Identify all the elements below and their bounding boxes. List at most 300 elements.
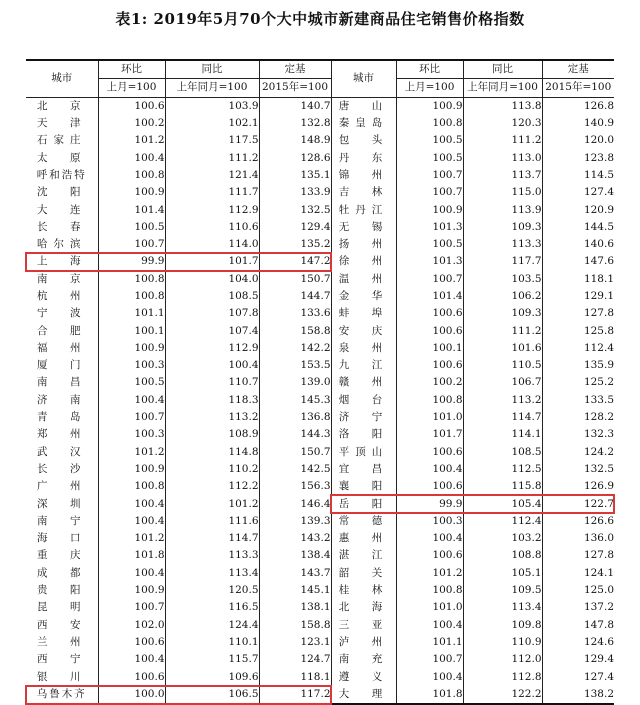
mom-index: 100.8 (396, 392, 463, 409)
yoy-index: 106.5 (165, 686, 259, 704)
city-name: 泉 州 (331, 340, 396, 357)
fixed-index: 143.7 (259, 565, 331, 582)
mom-index: 101.1 (396, 634, 463, 651)
yoy-index: 110.5 (463, 357, 542, 374)
table-row (26, 184, 614, 201)
city-name: 襄 阳 (331, 478, 396, 495)
fixed-index: 125.8 (542, 322, 614, 339)
city-name: 大 连 (37, 203, 87, 216)
table-row (26, 392, 614, 409)
yoy-index: 115.8 (463, 478, 542, 495)
mom-index: 99.9 (396, 495, 463, 512)
header-fixed-right: 定基 (542, 60, 614, 79)
mom-index: 100.1 (98, 322, 165, 339)
city-name: 平顶山 (331, 444, 396, 461)
city-name: 南 充 (331, 651, 396, 668)
table-row (26, 582, 614, 599)
fixed-index: 145.1 (259, 582, 331, 599)
city-name: 丹 东 (331, 149, 396, 166)
fixed-index: 126.8 (542, 97, 614, 115)
city-name: 哈尔滨 (37, 238, 87, 251)
table-row (26, 530, 614, 547)
city-name: 青 岛 (37, 411, 87, 424)
fixed-index: 129.1 (542, 288, 614, 305)
yoy-index: 113.4 (165, 565, 259, 582)
city-name: 宁 波 (37, 307, 87, 320)
mom-index: 101.0 (396, 409, 463, 426)
city-name: 厦 门 (37, 359, 87, 372)
table-row (26, 409, 614, 426)
fixed-index: 125.0 (542, 582, 614, 599)
city-name: 常 德 (331, 513, 396, 530)
city-name: 广 州 (37, 480, 87, 493)
city-name: 唐 山 (331, 97, 396, 115)
city-name: 包 头 (331, 132, 396, 149)
yoy-index: 109.8 (463, 617, 542, 634)
city-name: 洛 阳 (331, 426, 396, 443)
fixed-index: 112.4 (542, 340, 614, 357)
city-name: 赣 州 (331, 374, 396, 391)
mom-index: 100.6 (98, 97, 165, 115)
table-row (26, 271, 614, 288)
yoy-index: 112.4 (463, 513, 542, 530)
table-row (26, 149, 614, 166)
yoy-index: 111.2 (165, 149, 259, 166)
city-name: 深 圳 (37, 497, 87, 510)
city-name: 锦 州 (331, 167, 396, 184)
city-name: 乌鲁木齐 (26, 686, 98, 704)
mom-index: 101.7 (396, 426, 463, 443)
yoy-index: 112.9 (165, 340, 259, 357)
fixed-index: 140.6 (542, 236, 614, 253)
mom-index: 102.0 (98, 617, 165, 634)
fixed-index: 139.0 (259, 374, 331, 391)
fixed-index: 148.9 (259, 132, 331, 149)
fixed-index: 140.9 (542, 115, 614, 132)
fixed-index: 120.9 (542, 201, 614, 218)
fixed-index: 147.6 (542, 253, 614, 270)
mom-index: 99.9 (98, 253, 165, 270)
table-row (26, 495, 614, 512)
mom-index: 100.8 (98, 271, 165, 288)
header-yoy-base: 上年同月=100 (165, 79, 259, 97)
fixed-index: 125.2 (542, 374, 614, 391)
mom-index: 100.2 (396, 374, 463, 391)
yoy-index: 105.1 (463, 565, 542, 582)
city-name: 安 庆 (331, 322, 396, 339)
table-row (26, 374, 614, 391)
fixed-index: 150.7 (259, 271, 331, 288)
table-row (26, 599, 614, 616)
table-row (26, 288, 614, 305)
yoy-index: 101.2 (165, 495, 259, 512)
city-name: 海 口 (37, 532, 87, 545)
fixed-index: 153.5 (259, 357, 331, 374)
yoy-index: 109.6 (165, 668, 259, 685)
table-row (26, 167, 614, 184)
fixed-index: 126.6 (542, 513, 614, 530)
city-name: 徐 州 (331, 253, 396, 270)
yoy-index: 112.5 (463, 461, 542, 478)
yoy-index: 113.9 (463, 201, 542, 218)
mom-index: 100.3 (396, 513, 463, 530)
city-name: 昆 明 (37, 601, 87, 614)
header-fixed: 定基 (259, 60, 331, 79)
mom-index: 100.8 (98, 167, 165, 184)
mom-index: 100.9 (396, 97, 463, 115)
mom-index: 100.7 (396, 271, 463, 288)
fixed-index: 118.1 (259, 668, 331, 685)
yoy-index: 104.0 (165, 271, 259, 288)
mom-index: 101.4 (98, 201, 165, 218)
yoy-index: 113.2 (165, 409, 259, 426)
city-name: 西 宁 (37, 653, 87, 666)
city-name: 银 川 (37, 670, 87, 683)
yoy-index: 110.6 (165, 219, 259, 236)
fixed-index: 137.2 (542, 599, 614, 616)
table-row (26, 478, 614, 495)
mom-index: 100.3 (98, 426, 165, 443)
header-yoy-right: 同比 (463, 60, 542, 79)
fixed-index: 124.2 (542, 444, 614, 461)
mom-index: 100.6 (396, 478, 463, 495)
yoy-index: 111.6 (165, 513, 259, 530)
city-name: 西 安 (37, 618, 87, 631)
yoy-index: 117.7 (463, 253, 542, 270)
yoy-index: 113.2 (463, 392, 542, 409)
city-name: 济 宁 (331, 409, 396, 426)
mom-index: 100.0 (98, 686, 165, 704)
city-name: 牡丹江 (331, 201, 396, 218)
mom-index: 100.4 (396, 530, 463, 547)
yoy-index: 110.2 (165, 461, 259, 478)
city-name: 合 肥 (37, 324, 87, 337)
city-name: 南 宁 (37, 514, 87, 527)
mom-index: 100.4 (396, 668, 463, 685)
mom-index: 101.2 (98, 132, 165, 149)
yoy-index: 122.2 (463, 686, 542, 704)
city-name: 大 理 (331, 686, 396, 704)
yoy-index: 107.8 (165, 305, 259, 322)
fixed-index: 123.8 (542, 149, 614, 166)
city-name: 北 京 (37, 99, 87, 112)
city-name: 长 沙 (37, 462, 87, 475)
mom-index: 101.0 (396, 599, 463, 616)
mom-index: 100.9 (98, 184, 165, 201)
fixed-index: 124.1 (542, 565, 614, 582)
fixed-index: 147.8 (542, 617, 614, 634)
yoy-index: 113.3 (463, 236, 542, 253)
yoy-index: 106.2 (463, 288, 542, 305)
yoy-index: 113.3 (165, 547, 259, 564)
yoy-index: 113.7 (463, 167, 542, 184)
mom-index: 100.7 (396, 167, 463, 184)
fixed-index: 133.9 (259, 184, 331, 201)
city-name: 呼和浩特 (36, 168, 87, 181)
table-row (26, 617, 614, 634)
mom-index: 100.2 (98, 115, 165, 132)
mom-index: 100.4 (98, 392, 165, 409)
city-name: 重 庆 (37, 549, 87, 562)
fixed-index: 135.2 (259, 236, 331, 253)
table-row (26, 565, 614, 582)
table-row (26, 651, 614, 668)
mom-index: 100.6 (396, 444, 463, 461)
table-row (26, 547, 614, 564)
fixed-index: 117.2 (259, 686, 331, 704)
city-name: 郑 州 (37, 428, 87, 441)
table-row (26, 236, 614, 253)
fixed-index: 146.4 (259, 495, 331, 512)
fixed-index: 142.2 (259, 340, 331, 357)
fixed-index: 128.2 (542, 409, 614, 426)
city-name: 泸 州 (331, 634, 396, 651)
city-name: 成 都 (37, 566, 87, 579)
yoy-index: 111.2 (463, 322, 542, 339)
table-row (26, 201, 614, 218)
table-row (26, 219, 614, 236)
mom-index: 100.4 (396, 617, 463, 634)
yoy-index: 110.9 (463, 634, 542, 651)
header-city-right: 城市 (331, 60, 396, 97)
fixed-index: 120.0 (542, 132, 614, 149)
mom-index: 101.2 (98, 444, 165, 461)
mom-index: 100.9 (98, 582, 165, 599)
yoy-index: 101.7 (165, 253, 259, 270)
yoy-index: 105.4 (463, 495, 542, 512)
mom-index: 101.8 (98, 547, 165, 564)
fixed-index: 127.4 (542, 184, 614, 201)
city-name: 杭 州 (37, 290, 87, 302)
fixed-index: 145.3 (259, 392, 331, 409)
yoy-index: 120.3 (463, 115, 542, 132)
yoy-index: 101.6 (463, 340, 542, 357)
yoy-index: 103.5 (463, 271, 542, 288)
fixed-index: 129.4 (259, 219, 331, 236)
fixed-index: 139.3 (259, 513, 331, 530)
mom-index: 101.4 (396, 288, 463, 305)
city-name: 秦皇岛 (331, 115, 396, 132)
mom-index: 100.5 (98, 219, 165, 236)
header-fixed-base-right: 2015年=100 (542, 79, 614, 97)
yoy-index: 103.2 (463, 530, 542, 547)
mom-index: 100.5 (396, 236, 463, 253)
mom-index: 101.2 (98, 530, 165, 547)
table-row (26, 357, 614, 374)
mom-index: 101.2 (396, 565, 463, 582)
yoy-index: 118.3 (165, 392, 259, 409)
yoy-index: 109.3 (463, 219, 542, 236)
header-mom-base: 上月=100 (98, 79, 165, 97)
mom-index: 100.4 (396, 461, 463, 478)
table-row (26, 634, 614, 651)
city-name: 沈 阳 (37, 186, 87, 199)
city-name: 惠 州 (331, 530, 396, 547)
city-name: 南 京 (37, 272, 87, 285)
city-name: 天 津 (37, 117, 87, 130)
yoy-index: 112.9 (165, 201, 259, 218)
yoy-index: 108.5 (165, 288, 259, 305)
mom-index: 101.3 (396, 253, 463, 270)
fixed-index: 126.9 (542, 478, 614, 495)
mom-index: 100.9 (396, 201, 463, 218)
yoy-index: 114.8 (165, 444, 259, 461)
city-name: 太 原 (37, 151, 87, 164)
header-yoy: 同比 (165, 60, 259, 79)
yoy-index: 108.8 (463, 547, 542, 564)
fixed-index: 135.1 (259, 167, 331, 184)
yoy-index: 121.4 (165, 167, 259, 184)
yoy-index: 120.5 (165, 582, 259, 599)
fixed-index: 132.3 (542, 426, 614, 443)
yoy-index: 116.5 (165, 599, 259, 616)
yoy-index: 113.4 (463, 599, 542, 616)
mom-index: 100.8 (396, 115, 463, 132)
fixed-index: 132.5 (542, 461, 614, 478)
header-mom: 环比 (98, 60, 165, 79)
fixed-index: 114.5 (542, 167, 614, 184)
yoy-index: 114.0 (165, 236, 259, 253)
city-name: 吉 林 (331, 184, 396, 201)
yoy-index: 124.4 (165, 617, 259, 634)
fixed-index: 124.7 (259, 651, 331, 668)
yoy-index: 114.7 (463, 409, 542, 426)
mom-index: 100.4 (98, 565, 165, 582)
city-name: 长 春 (37, 220, 87, 233)
fixed-index: 118.1 (542, 271, 614, 288)
mom-index: 100.1 (396, 340, 463, 357)
mom-index: 100.8 (98, 478, 165, 495)
mom-index: 100.8 (396, 582, 463, 599)
mom-index: 100.5 (98, 374, 165, 391)
yoy-index: 108.9 (165, 426, 259, 443)
fixed-index: 132.8 (259, 115, 331, 132)
price-index-table (26, 59, 614, 705)
mom-index: 100.7 (98, 599, 165, 616)
yoy-index: 115.7 (165, 651, 259, 668)
yoy-index: 111.7 (165, 184, 259, 201)
city-name: 济 南 (37, 393, 87, 406)
city-name: 韶 关 (331, 565, 396, 582)
table-row (26, 340, 614, 357)
fixed-index: 144.3 (259, 426, 331, 443)
yoy-index: 114.7 (165, 530, 259, 547)
city-name: 石家庄 (37, 134, 87, 147)
fixed-index: 142.5 (259, 461, 331, 478)
header-yoy-base-right: 上年同月=100 (463, 79, 542, 97)
yoy-index: 108.5 (463, 444, 542, 461)
mom-index: 100.3 (98, 357, 165, 374)
mom-index: 100.8 (98, 288, 165, 305)
mom-index: 100.7 (396, 651, 463, 668)
mom-index: 100.6 (98, 668, 165, 685)
table-row (26, 322, 614, 339)
mom-index: 100.9 (98, 340, 165, 357)
table-row (26, 668, 614, 685)
yoy-index: 114.1 (463, 426, 542, 443)
fixed-index: 127.4 (542, 668, 614, 685)
fixed-index: 127.8 (542, 547, 614, 564)
mom-index: 101.8 (396, 686, 463, 704)
city-name: 湛 江 (331, 547, 396, 564)
fixed-index: 156.3 (259, 478, 331, 495)
fixed-index: 158.8 (259, 617, 331, 634)
mom-index: 101.3 (396, 219, 463, 236)
mom-index: 100.4 (98, 651, 165, 668)
fixed-index: 135.9 (542, 357, 614, 374)
city-name: 遵 义 (331, 668, 396, 685)
city-name: 金 华 (331, 288, 396, 305)
yoy-index: 106.7 (463, 374, 542, 391)
table-body (26, 97, 614, 704)
city-name: 岳 阳 (331, 495, 396, 512)
city-name: 贵 阳 (37, 584, 87, 597)
fixed-index: 140.7 (259, 97, 331, 115)
mom-index: 100.6 (396, 322, 463, 339)
yoy-index: 111.2 (463, 132, 542, 149)
fixed-index: 144.7 (259, 288, 331, 305)
city-name: 上 海 (37, 255, 87, 268)
fixed-index: 128.6 (259, 149, 331, 166)
mom-index: 100.6 (396, 357, 463, 374)
yoy-index: 113.0 (463, 149, 542, 166)
yoy-index: 110.7 (165, 374, 259, 391)
city-name: 扬 州 (331, 236, 396, 253)
city-name: 武 汉 (37, 445, 87, 458)
fixed-index: 144.5 (542, 219, 614, 236)
header-mom-right: 环比 (396, 60, 463, 79)
fixed-index: 123.1 (259, 634, 331, 651)
header-base-row (26, 79, 614, 97)
yoy-index: 107.4 (165, 322, 259, 339)
table-row (26, 253, 614, 270)
yoy-index: 112.2 (165, 478, 259, 495)
fixed-index: 138.4 (259, 547, 331, 564)
fixed-index: 124.6 (542, 634, 614, 651)
city-name: 宜 昌 (331, 461, 396, 478)
fixed-index: 133.5 (542, 392, 614, 409)
city-name: 兰 州 (37, 635, 87, 648)
yoy-index: 102.1 (165, 115, 259, 132)
fixed-index: 138.2 (542, 686, 614, 704)
city-name: 温 州 (331, 271, 396, 288)
city-name: 九 江 (331, 357, 396, 374)
mom-index: 100.7 (98, 236, 165, 253)
header-row (26, 60, 614, 79)
mom-index: 100.9 (98, 461, 165, 478)
city-name: 福 州 (37, 341, 87, 354)
table-row (26, 132, 614, 149)
mom-index: 100.7 (396, 184, 463, 201)
yoy-index: 103.9 (165, 97, 259, 115)
yoy-index: 112.8 (463, 668, 542, 685)
fixed-index: 138.1 (259, 599, 331, 616)
table-row (26, 444, 614, 461)
city-name: 无 锡 (331, 219, 396, 236)
mom-index: 101.1 (98, 305, 165, 322)
table-row (26, 97, 614, 115)
fixed-index: 136.0 (542, 530, 614, 547)
yoy-index: 117.5 (165, 132, 259, 149)
fixed-index: 158.8 (259, 322, 331, 339)
city-name: 三 亚 (331, 617, 396, 634)
header-fixed-base: 2015年=100 (259, 79, 331, 97)
fixed-index: 127.8 (542, 305, 614, 322)
table-row (26, 686, 614, 704)
yoy-index: 113.8 (463, 97, 542, 115)
fixed-index: 132.5 (259, 201, 331, 218)
mom-index: 100.4 (98, 513, 165, 530)
